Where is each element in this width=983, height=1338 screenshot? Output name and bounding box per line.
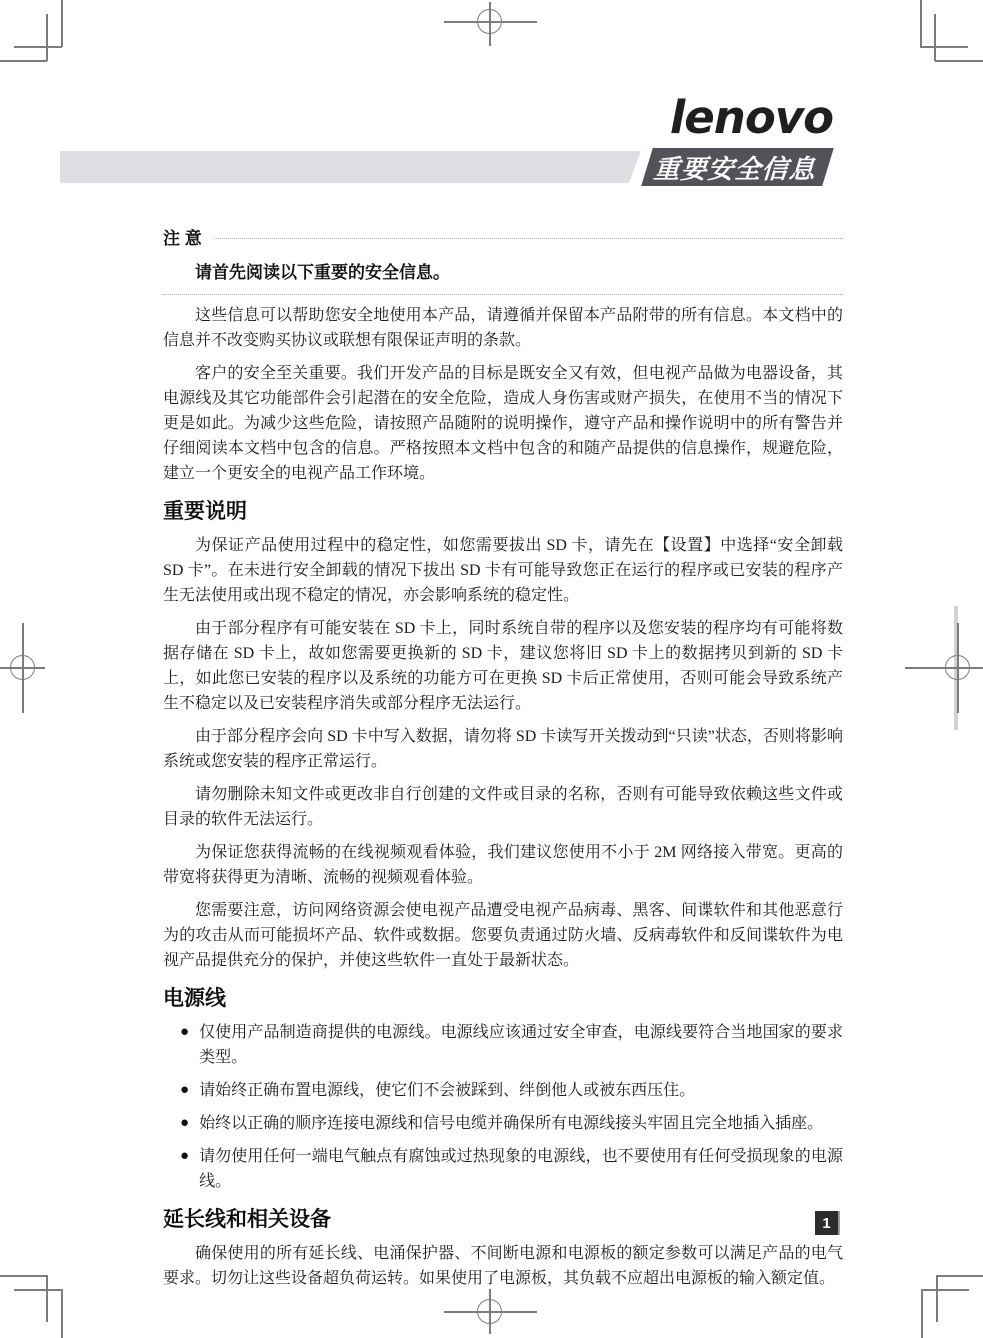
intro-paragraph: 客户的安全至关重要。我们开发产品的目标是既安全又有效，但电视产品做为电器设备，其电源线及其它功能部件会引起潜在的安全危险，造成人身伤害或财产损失，在使用不当的情况下更是如此。为减少这些危险，请按照产品随附的说明操作，遵守产品和操作说明中的所有警告并仔细阅读本文档中包含的信息。严格按照本文档中包含的和随产品提供的信息操作，规避危险，建立一个更安全的电视产品工作环境。 bbox=[163, 365, 843, 482]
intro-paragraph: 这些信息可以帮助您安全地使用本产品，请遵循并保留本产品附带的所有信息。本文档中的信息并不改变购买协议或联想有限保证声明的条款。 bbox=[163, 307, 843, 349]
bullet-text: 请勿使用任何一端电气触点有腐蚀或过热现象的电源线，也不要使用有任何受损现象的电源线。 bbox=[199, 1148, 843, 1190]
bullet-item bbox=[180, 1020, 843, 1070]
crop-line bbox=[920, 0, 922, 47]
crop-line bbox=[936, 1275, 938, 1322]
crop-line bbox=[14, 1289, 62, 1291]
crop-line bbox=[921, 1289, 923, 1338]
section-paragraph: 为保证产品使用过程中的稳定性，如您需要拔出 SD 卡，请先在【设置】中选择“安全卸载 SD 卡”。在未进行安全卸载的情况下拔出 SD 卡有可能导致您正在运行的程序或已安装的程序产生无法使用或出现不稳定的情况，亦会影响系统的稳定性。 bbox=[163, 537, 843, 604]
crop-line bbox=[0, 1275, 47, 1277]
reg-circle bbox=[945, 655, 970, 680]
dotted-rule-bottom bbox=[163, 294, 843, 295]
crop-line bbox=[61, 1289, 63, 1338]
section-paragraph: 确保使用的所有延长线、电涌保护器、不间断电源和电源板的额定参数可以满足产品的电气要求。切勿让这些设备超负荷运转。如果使用了电源板，其负载不应超出电源板的输入额定值。 bbox=[163, 1245, 843, 1287]
notice-label: 注 意 bbox=[163, 229, 202, 248]
header-banner bbox=[641, 148, 834, 186]
crop-line bbox=[46, 14, 48, 61]
crop-line bbox=[934, 14, 936, 61]
notice-header bbox=[163, 224, 843, 249]
dotted-rule-top bbox=[214, 238, 843, 239]
reg-crosshair-h bbox=[905, 667, 983, 669]
bullet-text: 仅使用产品制造商提供的电源线。电源线应该通过安全审查，电源线要符合当地国家的要求类型。 bbox=[199, 1024, 843, 1066]
section-title-important-notes: 重要说明 bbox=[163, 500, 247, 523]
bullet-icon: ● bbox=[180, 1024, 190, 1040]
bullet-icon: ● bbox=[180, 1115, 190, 1131]
content-area bbox=[163, 224, 843, 1291]
header-gray-bar bbox=[60, 151, 641, 183]
page-number: 1 bbox=[822, 1214, 831, 1232]
section-paragraph: 由于部分程序会向 SD 卡中写入数据，请勿将 SD 卡读写开关拨动到“只读”状态，否则将影响系统或您安装的程序正常运行。 bbox=[163, 728, 843, 770]
crop-line bbox=[936, 1275, 983, 1277]
section-title-extension-cords: 延长线和相关设备 bbox=[163, 1208, 331, 1231]
reg-circle bbox=[477, 1299, 502, 1324]
reg-circle bbox=[10, 655, 35, 680]
bullet-item bbox=[180, 1144, 843, 1194]
section-title-power-cords: 电源线 bbox=[163, 987, 226, 1010]
bullet-text: 始终以正确的顺序连接电源线和信号电缆并确保所有电源线接头牢固且完全地插入插座。 bbox=[199, 1115, 824, 1132]
bullet-item bbox=[180, 1078, 843, 1103]
section-paragraph: 由于部分程序有可能安装在 SD 卡上，同时系统自带的程序以及您安装的程序均有可能将数据存储在 SD 卡上，故如您需要更换新的 SD 卡，建议您将旧 SD 卡上的数据拷贝到新的 SD 卡上，如此您已安装的程序以及系统的功能方可在更换 SD 卡后正常使用，否则可能会导致系统产生不稳定以及已安装程序消失或部分程序无法运行。 bbox=[163, 620, 843, 712]
crop-line bbox=[46, 1275, 48, 1322]
crop-line bbox=[61, 0, 63, 47]
crop-line bbox=[921, 1289, 969, 1291]
section-paragraph: 请勿删除未知文件或更改非自行创建的文件或目录的名称，否则有可能导致依赖这些文件或目录的软件无法运行。 bbox=[163, 786, 843, 828]
bullet-item bbox=[180, 1111, 843, 1136]
reg-circle bbox=[477, 9, 502, 34]
section-paragraph: 为保证您获得流畅的在线视频观看体验，我们建议您使用不小于 2M 网络接入带宽。更高的带宽将获得更为清晰、流畅的视频观看体验。 bbox=[163, 844, 843, 886]
notice-text: 请首先阅读以下重要的安全信息。 bbox=[195, 263, 450, 282]
section-paragraph: 您需要注意，访问网络资源会使电视产品遭受电视产品病毒、黑客、间谍软件和其他恶意行为的攻击从而可能损坏产品、软件或数据。您要负责通过防火墙、反病毒软件和反间谍软件为电视产品提供充分的保护，并使这些软件一直处于最新状态。 bbox=[163, 902, 843, 969]
crop-line bbox=[0, 60, 47, 62]
crop-line bbox=[14, 46, 62, 48]
crop-line bbox=[935, 60, 983, 62]
header-banner-title: 重要安全信息 bbox=[651, 153, 823, 184]
crop-line bbox=[920, 46, 968, 48]
bullet-text: 请始终正确布置电源线，使它们不会被踩到、绊倒他人或被东西压住。 bbox=[199, 1082, 696, 1099]
bullet-icon: ● bbox=[180, 1148, 190, 1164]
bullet-icon: ● bbox=[180, 1082, 190, 1098]
lenovo-logo: lenovo bbox=[669, 91, 833, 144]
page-number-badge bbox=[815, 1211, 840, 1235]
